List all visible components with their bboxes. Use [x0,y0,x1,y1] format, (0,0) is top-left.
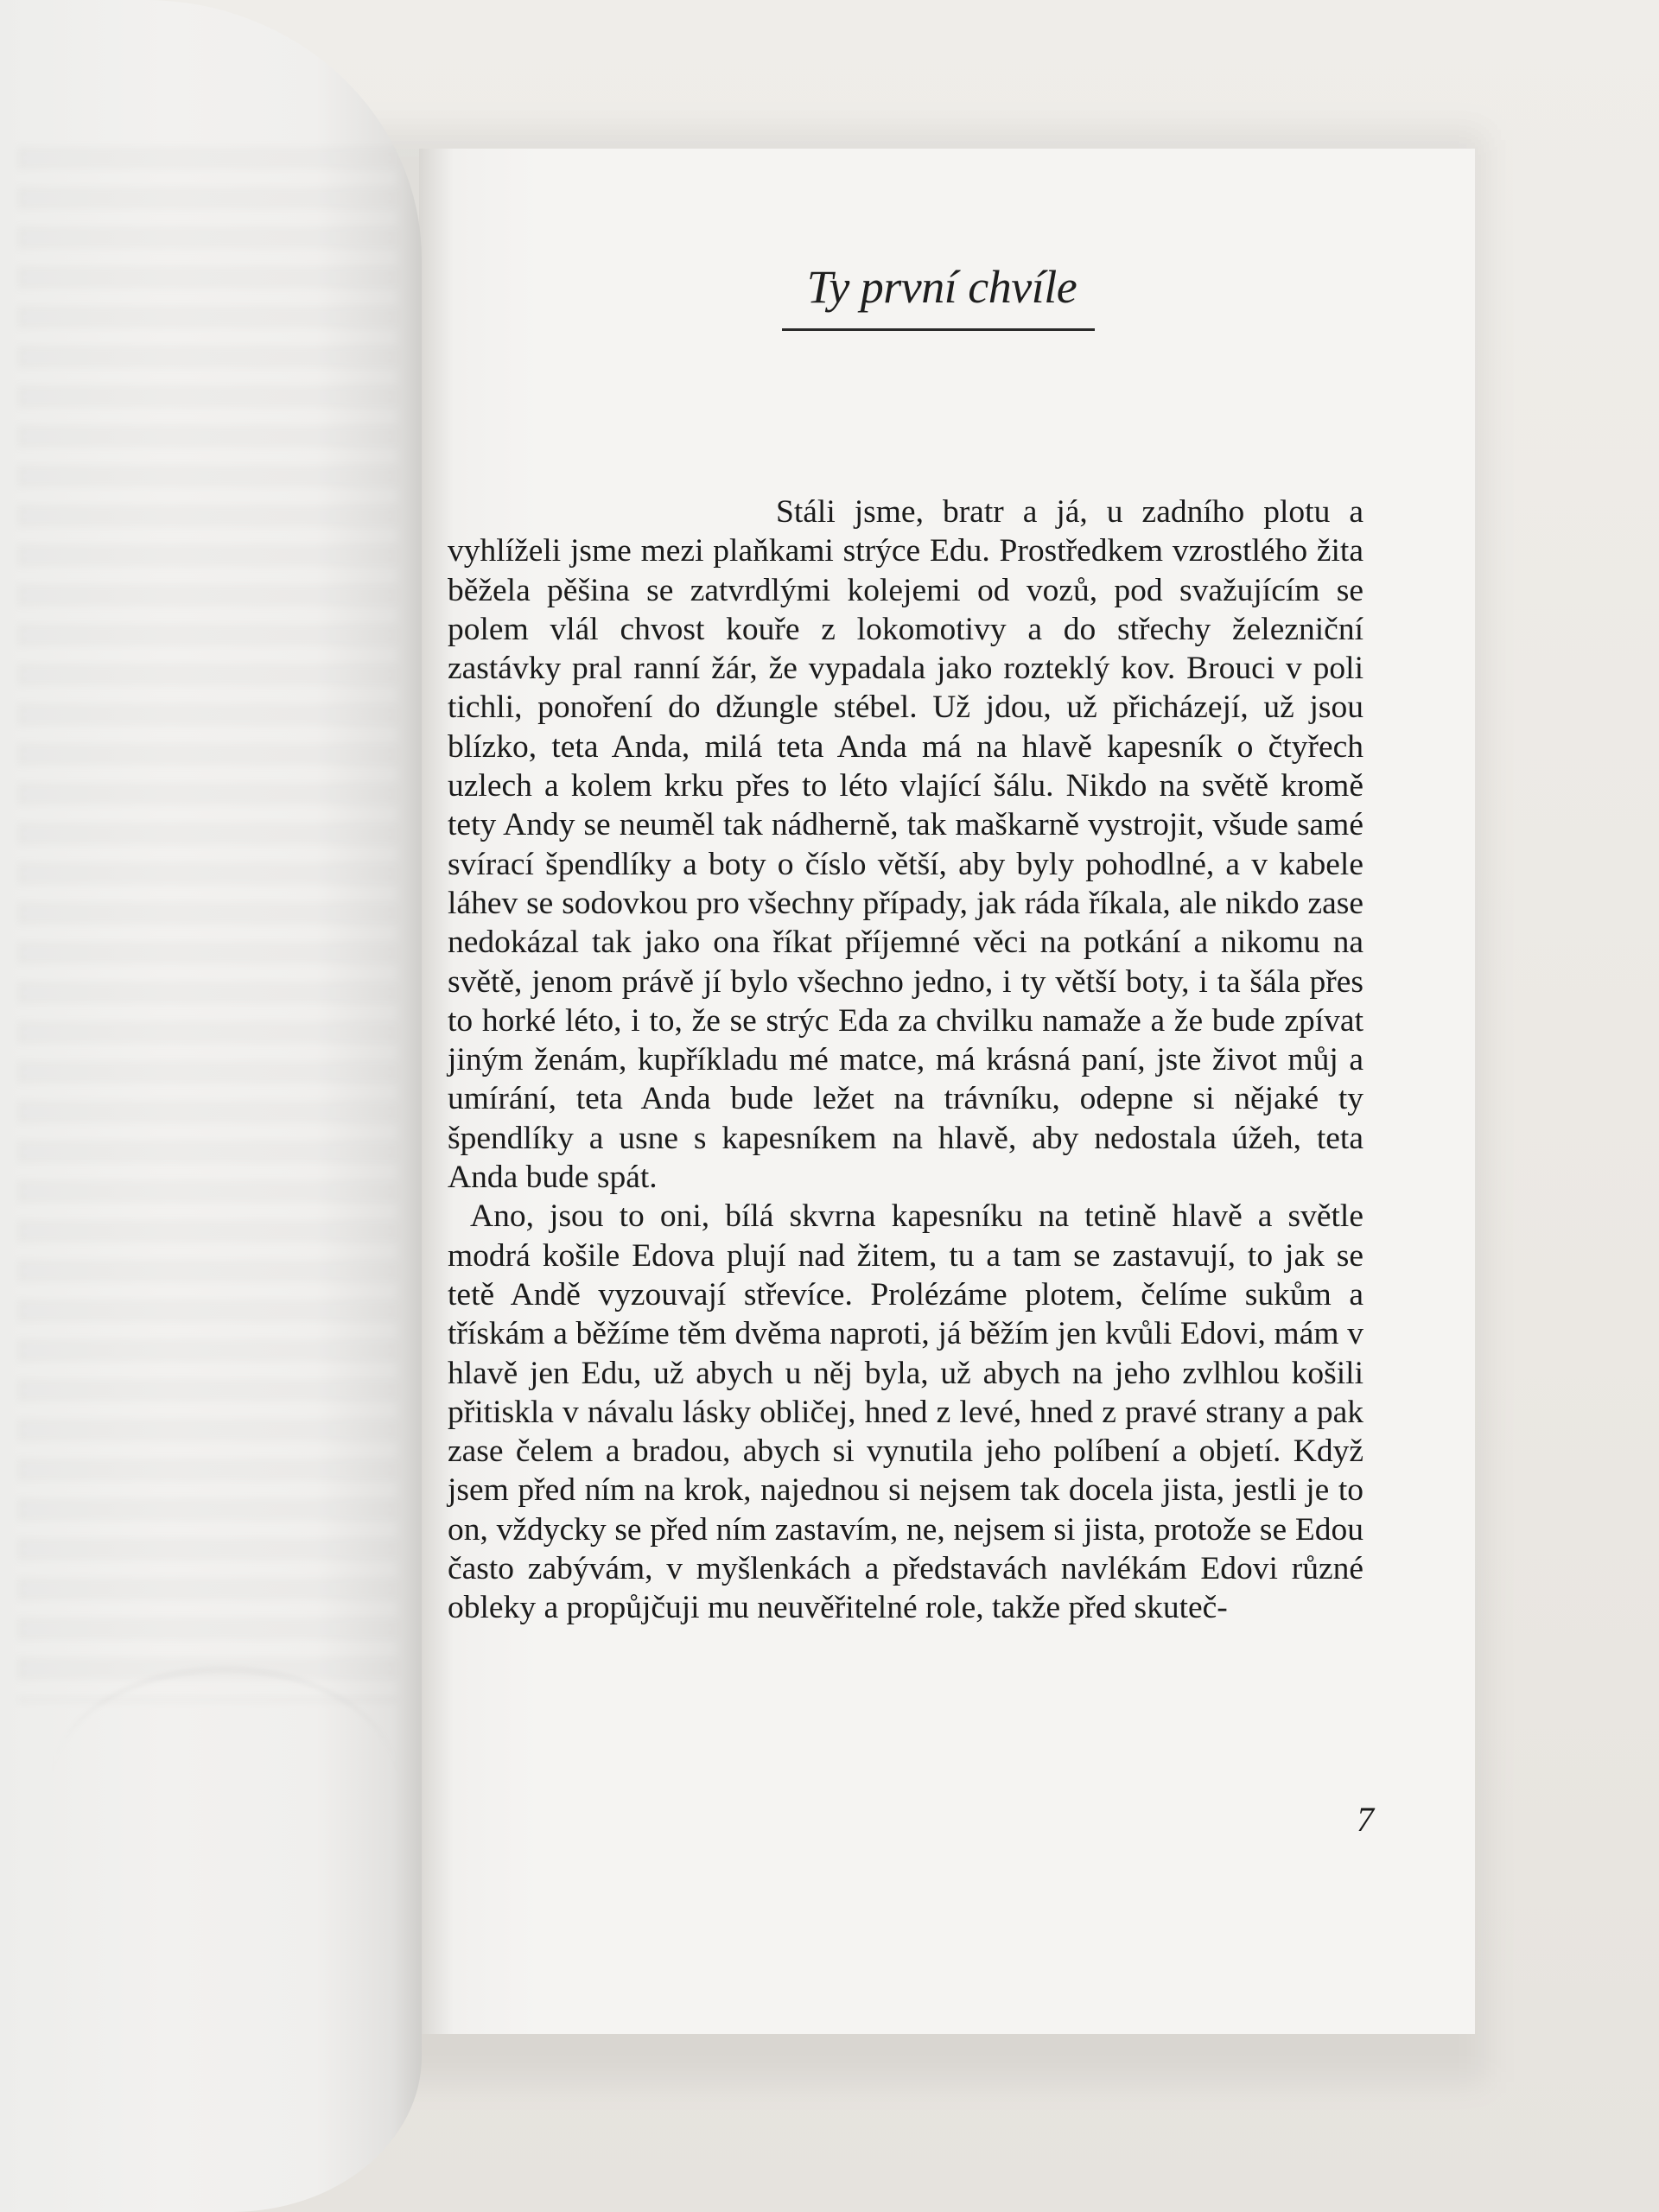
show-through-text [17,147,397,1702]
body-text [448,493,1363,1628]
show-through-illustration [52,1668,397,1896]
paragraph: Stáli jsme, bratr a já, u zadního plotu a vyhlíželi jsme mezi plaňkami strýce Edu. Prostředkem vzrostlého žita běžela pěšina se zatvrdlými kolejemi od vozů, pod svažujícím se polem vlál chvost kouře z lokomotivy a do střechy železniční zastávky pral ranní žár, že vypadala jako rozteklý kov. Brouci v poli tichli, ponoření do džungle stébel. Už jdou, už přicházejí, už jsou blízko, teta Anda, milá teta Anda má na hlavě kapesník o čtyřech uzlech a kolem krku přes to léto vlající šálu. Nikdo na světě kromě tety Andy se neuměl tak nádherně, tak maškarně vystrojit, všude samé svírací špendlíky a boty o číslo větší, aby byly pohodlné, a v kabele láhev se sodovkou pro všechny případy, jak ráda říkala, ale nikdo zase nedokázal tak jako ona říkat příjemné věci na potkání a nikomu na světě, jenom právě jí bylo všechno jedno, i ty větší boty, i ta šála přes to horké léto, i to, že se strýc Eda za chvilku namaže a že bude zpívat jiným ženám, kupříkladu mé matce, má krásná paní, jste život můj a umírání, teta Anda bude ležet na trávníku, odepne si nějaké ty špendlíky a usne s kapesníkem na hlavě, aby nedostala úžeh, teta Anda bude spát. [448,494,1363,1196]
chapter-title: Ty první chvíle [806,261,1077,313]
page-number: 7 [1357,1800,1374,1839]
title-underline [782,328,1095,331]
paragraph: Ano, jsou to oni, bílá skvrna kapesníku na tetině hlavě a světle modrá košile Edova plují nad žitem, tu a tam se zastavují, to jak se tetě Andě vyzouvají střevíce. Prolézáme plotem, čelíme sukům a třískám a běžíme těm dvěma naproti, já běžím jen kvůli Edovi, mám v hlavě jen Edu, už abych u něj byla, už abych na jeho zvlhlou košili přitiskla v návalu lásky obličej, hned z levé, hned z pravé strany a pak zase čelem a bradou, abych si vynutila jeho políbení a objetí. Když jsem před ním na krok, najednou si nejsem tak docela jista, jestli je to on, vždycky se před ním zastavím, ne, nejsem si jista, protože se Edou často zabývám, v myšlenkách a představách navlékám Edovi různé obleky a propůjčuji mu neuvěřitelné role, takže před skuteč- [448,1198,1363,1626]
left-page [0,0,422,2212]
